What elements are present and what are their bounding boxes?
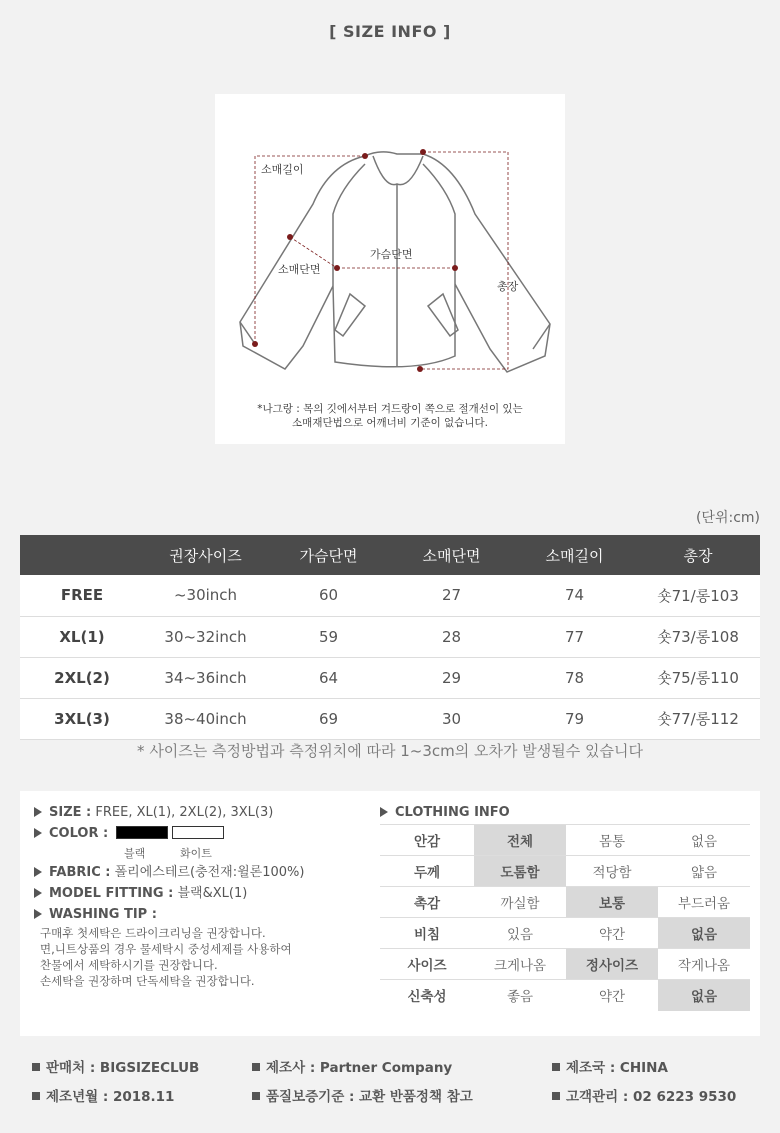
color-swatch-black [116, 826, 168, 839]
footer-date [32, 1085, 174, 1105]
clothing-info-option: 몸통 [566, 825, 658, 856]
table-cell: 숏73/롱108 [636, 616, 760, 657]
table-cell: 30~32inch [144, 616, 267, 657]
size-label: SIZE : [49, 805, 92, 820]
table-cell: 74 [513, 575, 636, 616]
clothing-info-row [380, 856, 750, 887]
table-cell: 29 [390, 657, 513, 698]
clothing-info-option-selected: 없음 [658, 918, 750, 949]
sleeve-length-label: 소매길이 [261, 163, 304, 176]
clothing-info-option: 있음 [474, 918, 566, 949]
washing-tip-line: 손세탁을 권장하며 단독세탁을 권장합니다. [40, 974, 255, 988]
clothing-info-option: 약간 [566, 918, 658, 949]
clothing-info-title: CLOTHING INFO [395, 805, 510, 820]
footer-cs-text: 고객관리 : 02 6223 9530 [566, 1089, 737, 1105]
clothing-info-label: 사이즈 [380, 949, 474, 980]
table-cell: 숏71/롱103 [636, 575, 760, 616]
footer-date-text: 제조년월 : 2018.11 [46, 1089, 175, 1105]
size-name-cell: 2XL(2) [20, 657, 144, 698]
clothing-info-label: 신축성 [380, 980, 474, 1011]
square-bullet-icon [252, 1063, 260, 1071]
washing-tip-line: 구매후 첫세탁은 드라이크리닝을 권장합니다. [40, 926, 266, 940]
square-bullet-icon [552, 1063, 560, 1071]
unit-label: (단위:cm) [695, 510, 760, 526]
clothing-info-title-row [380, 803, 750, 823]
clothing-info-option: 까실함 [474, 887, 566, 918]
size-disclaimer: * 사이즈는 측정방법과 측정위치에 따라 1~3cm의 오차가 발생될수 있습니다 [137, 742, 643, 760]
table-cell: 숏77/롱112 [636, 698, 760, 739]
size-name-cell: FREE [20, 575, 144, 616]
clothing-info-option: 적당함 [566, 856, 658, 887]
table-cell: 59 [267, 616, 390, 657]
color-names [124, 845, 384, 863]
clothing-info-row [380, 825, 750, 856]
clothing-info-label: 두께 [380, 856, 474, 887]
clothing-info-option: 부드러움 [658, 887, 750, 918]
product-info-panel [20, 791, 760, 1036]
washing-tip-line: 찬물에서 세탁하시기를 권장합니다. [40, 958, 218, 972]
square-bullet-icon [252, 1092, 260, 1100]
footer-maker [252, 1056, 452, 1076]
square-bullet-icon [552, 1092, 560, 1100]
raglan-note-line2: 소매재단법으로 어깨너비 기준이 없습니다. [292, 417, 488, 429]
model-fitting-row [34, 884, 384, 904]
clothing-info-label: 비침 [380, 918, 474, 949]
table-row [20, 616, 760, 657]
header-cell: 권장사이즈 [144, 535, 267, 575]
color-row [34, 824, 384, 844]
clothing-info-option: 약간 [566, 980, 658, 1011]
jacket-illustration [215, 94, 565, 444]
triangle-bullet-icon [34, 807, 42, 817]
square-bullet-icon [32, 1092, 40, 1100]
raglan-note-line1: *나그랑 : 목의 깃에서부터 겨드랑이 쪽으로 절개선이 있는 [257, 403, 523, 415]
table-cell: 77 [513, 616, 636, 657]
clothing-info-option: 작게나옴 [658, 949, 750, 980]
size-value: FREE, XL(1), 2XL(2), 3XL(3) [95, 805, 274, 820]
clothing-info-option: 크게나옴 [474, 949, 566, 980]
header-cell [20, 535, 144, 575]
fabric-row [34, 863, 384, 883]
measurement-diagram [215, 94, 565, 444]
clothing-info-option: 얇음 [658, 856, 750, 887]
triangle-bullet-icon [34, 909, 42, 919]
size-name-cell: XL(1) [20, 616, 144, 657]
header-cell: 가슴단면 [267, 535, 390, 575]
triangle-bullet-icon [34, 888, 42, 898]
color-swatch-white [172, 826, 224, 839]
clothing-info-row [380, 918, 750, 949]
table-row [20, 698, 760, 739]
footer-maker-text: 제조사 : Partner Company [266, 1060, 453, 1076]
total-length-label: 총장 [497, 280, 519, 293]
footer-warranty-text: 품질보증기준 : 교환 반품정책 참고 [266, 1089, 473, 1105]
clothing-info [380, 803, 750, 1011]
clothing-info-label: 촉감 [380, 887, 474, 918]
footer-warranty [252, 1085, 473, 1105]
clothing-info-table [380, 824, 750, 1011]
footer-cs [552, 1085, 736, 1105]
table-cell: 34~36inch [144, 657, 267, 698]
clothing-info-option: 좋음 [474, 980, 566, 1011]
triangle-bullet-icon [34, 867, 42, 877]
size-row [34, 803, 384, 823]
table-cell: 69 [267, 698, 390, 739]
table-row [20, 657, 760, 698]
table-cell: 27 [390, 575, 513, 616]
clothing-info-label: 안감 [380, 825, 474, 856]
table-cell: 숏75/롱110 [636, 657, 760, 698]
triangle-bullet-icon [34, 828, 42, 838]
size-table-header [20, 535, 760, 575]
table-cell: 64 [267, 657, 390, 698]
footer-country [552, 1056, 668, 1076]
table-row [20, 575, 760, 616]
table-cell: 28 [390, 616, 513, 657]
color-label: COLOR : [49, 826, 109, 841]
size-name-cell: 3XL(3) [20, 698, 144, 739]
chest-label: 가슴단면 [370, 248, 413, 261]
clothing-info-row [380, 887, 750, 918]
table-cell: 38~40inch [144, 698, 267, 739]
table-cell: 60 [267, 575, 390, 616]
table-cell: 79 [513, 698, 636, 739]
triangle-bullet-icon [380, 807, 388, 817]
size-table [20, 535, 760, 740]
clothing-info-row [380, 949, 750, 980]
clothing-info-row [380, 980, 750, 1011]
color-name-white: 화이트 [180, 847, 212, 860]
clothing-info-option-selected: 도톰함 [474, 856, 566, 887]
model-fitting-label: MODEL FITTING : [49, 886, 174, 901]
table-cell: 78 [513, 657, 636, 698]
table-cell: ~30inch [144, 575, 267, 616]
header-cell: 소매길이 [513, 535, 636, 575]
header-cell: 소매단면 [390, 535, 513, 575]
header-cell: 총장 [636, 535, 760, 575]
model-fitting-value: 블랙&XL(1) [177, 886, 248, 901]
color-name-black: 블랙 [124, 847, 146, 860]
clothing-info-option-selected: 보통 [566, 887, 658, 918]
clothing-info-option-selected: 정사이즈 [566, 949, 658, 980]
sleeve-width-label: 소매단면 [278, 263, 321, 276]
clothing-info-option-selected: 없음 [658, 980, 750, 1011]
fabric-value: 폴리에스테르(충전재:윌론100%) [114, 865, 305, 880]
square-bullet-icon [32, 1063, 40, 1071]
table-cell: 30 [390, 698, 513, 739]
washing-tip-line: 면,니트상품의 경우 물세탁시 중성세제를 사용하여 [40, 942, 292, 956]
product-spec-list [34, 803, 384, 989]
washing-tip-text [40, 925, 384, 989]
clothing-info-option-selected: 전체 [474, 825, 566, 856]
page-title: [ SIZE INFO ] [329, 22, 451, 41]
washing-tip-label: WASHING TIP : [49, 907, 157, 922]
clothing-info-option: 없음 [658, 825, 750, 856]
footer-seller [32, 1056, 199, 1076]
washing-tip-row [34, 905, 384, 925]
fabric-label: FABRIC : [49, 865, 111, 880]
footer-seller-text: 판매처 : BIGSIZECLUB [46, 1060, 200, 1076]
footer-country-text: 제조국 : CHINA [566, 1060, 668, 1076]
